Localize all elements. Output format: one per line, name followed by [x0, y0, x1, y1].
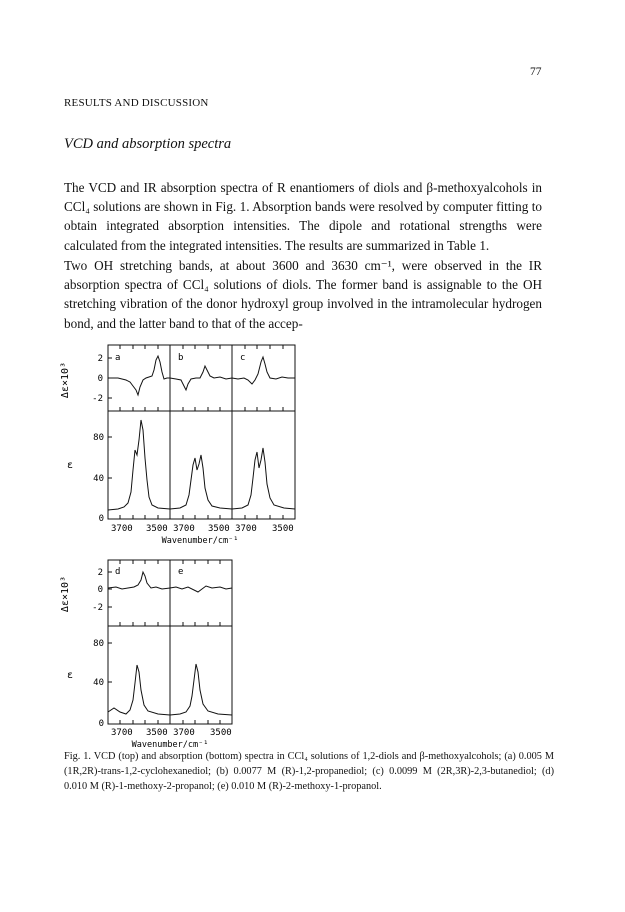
figure-caption: Fig. 1. VCD (top) and absorption (bottom) spectra in CCl₄ solutions of 1,2-diols and β-methoxyalcohols; (a) 0.005 M (1R,2R)-trans-1,2-cyclohexanediol; (b) 0.0077 M (R)-1,2-propanediol; (c) 0.0099 M (2R,3R)-2,3-butanediol; (d) 0.010 M (R)-1-methoxy-2-propanol; (e) 0.010 M (R)-2-methoxy-1-propanol. — [64, 751, 554, 792]
abs-tick-0: 0 — [98, 514, 104, 524]
abs-panel-frame-1 — [108, 411, 295, 519]
abs-ylabel-2: ε — [66, 670, 74, 681]
vcd-tick-0: 0 — [97, 585, 103, 595]
page-number: 77 — [530, 66, 542, 78]
x-tick-label: 3500 — [272, 524, 294, 534]
panel-label-e: e — [178, 567, 184, 577]
vcd-panel-frame-1 — [108, 345, 295, 411]
panel-label-b: b — [178, 353, 184, 363]
x-tick-label: 3700 — [111, 524, 133, 534]
abs-tick-40: 40 — [93, 474, 104, 484]
abs-trace-d — [108, 665, 170, 715]
x-tick-label: 3700 — [111, 728, 133, 738]
x-axis-label-2: Wavenumber/cm⁻¹ — [131, 740, 209, 750]
abs-tick-40: 40 — [93, 678, 104, 688]
vcd-tick-0: 0 — [97, 374, 103, 384]
abs-tick-80: 80 — [93, 433, 104, 443]
vcd-ylabel-2: Δε×10³ — [60, 575, 71, 613]
vcd-trace-e — [170, 586, 232, 592]
paragraph-1: The VCD and IR absorption spectra of R enantiomers of diols and β-methoxyalcohols in CCl₄ solutions are shown in Fig. 1. Absorption bands were resolved by computer fitting to obtain integrated absorption intensities. The dipole and rotational strengths were calculated from the integrated intensities. The results are summarized in Table 1. — [64, 180, 542, 253]
vcd-tick-2: 2 — [97, 568, 103, 578]
vcd-tick-minus2: -2 — [92, 603, 103, 613]
x-tick-label: 3500 — [210, 728, 232, 738]
x-tick-label: 3500 3700 — [208, 524, 257, 534]
section-heading: RESULTS AND DISCUSSION — [64, 97, 209, 109]
abs-trace-b — [170, 455, 232, 509]
panel-label-c: c — [240, 353, 246, 363]
abs-tick-80: 80 — [93, 639, 104, 649]
paragraph-2: Two OH stretching bands, at about 3600 and 3630 cm⁻¹, were observed in the IR absorption spectra of CCl₄ solutions of diols. The former band is assignable to the OH stretching vibration of the donor hydroxyl group involved in the intramolecular hydrogen bond, and the latter band to that of the accep- — [64, 258, 542, 331]
vcd-trace-b — [170, 366, 232, 390]
x-tick-label: 3500 3700 — [146, 728, 195, 738]
panel-label-a: a — [115, 353, 121, 363]
abs-ylabel-1: ε — [66, 460, 74, 471]
abs-trace-e — [170, 664, 232, 715]
vcd-ylabel-1: Δε×10³ — [60, 361, 71, 399]
x-axis-label-1: Wavenumber/cm⁻¹ — [161, 536, 239, 546]
panel-label-d: d — [115, 567, 121, 577]
x-tick-label: 3500 3700 — [146, 524, 195, 534]
abs-trace-c — [232, 448, 295, 509]
abs-tick-0: 0 — [98, 719, 104, 729]
abs-trace-a — [108, 420, 170, 510]
vcd-tick-2: 2 — [97, 354, 103, 364]
subsection-heading: VCD and absorption spectra — [64, 136, 232, 152]
vcd-tick-minus2: -2 — [92, 394, 103, 404]
